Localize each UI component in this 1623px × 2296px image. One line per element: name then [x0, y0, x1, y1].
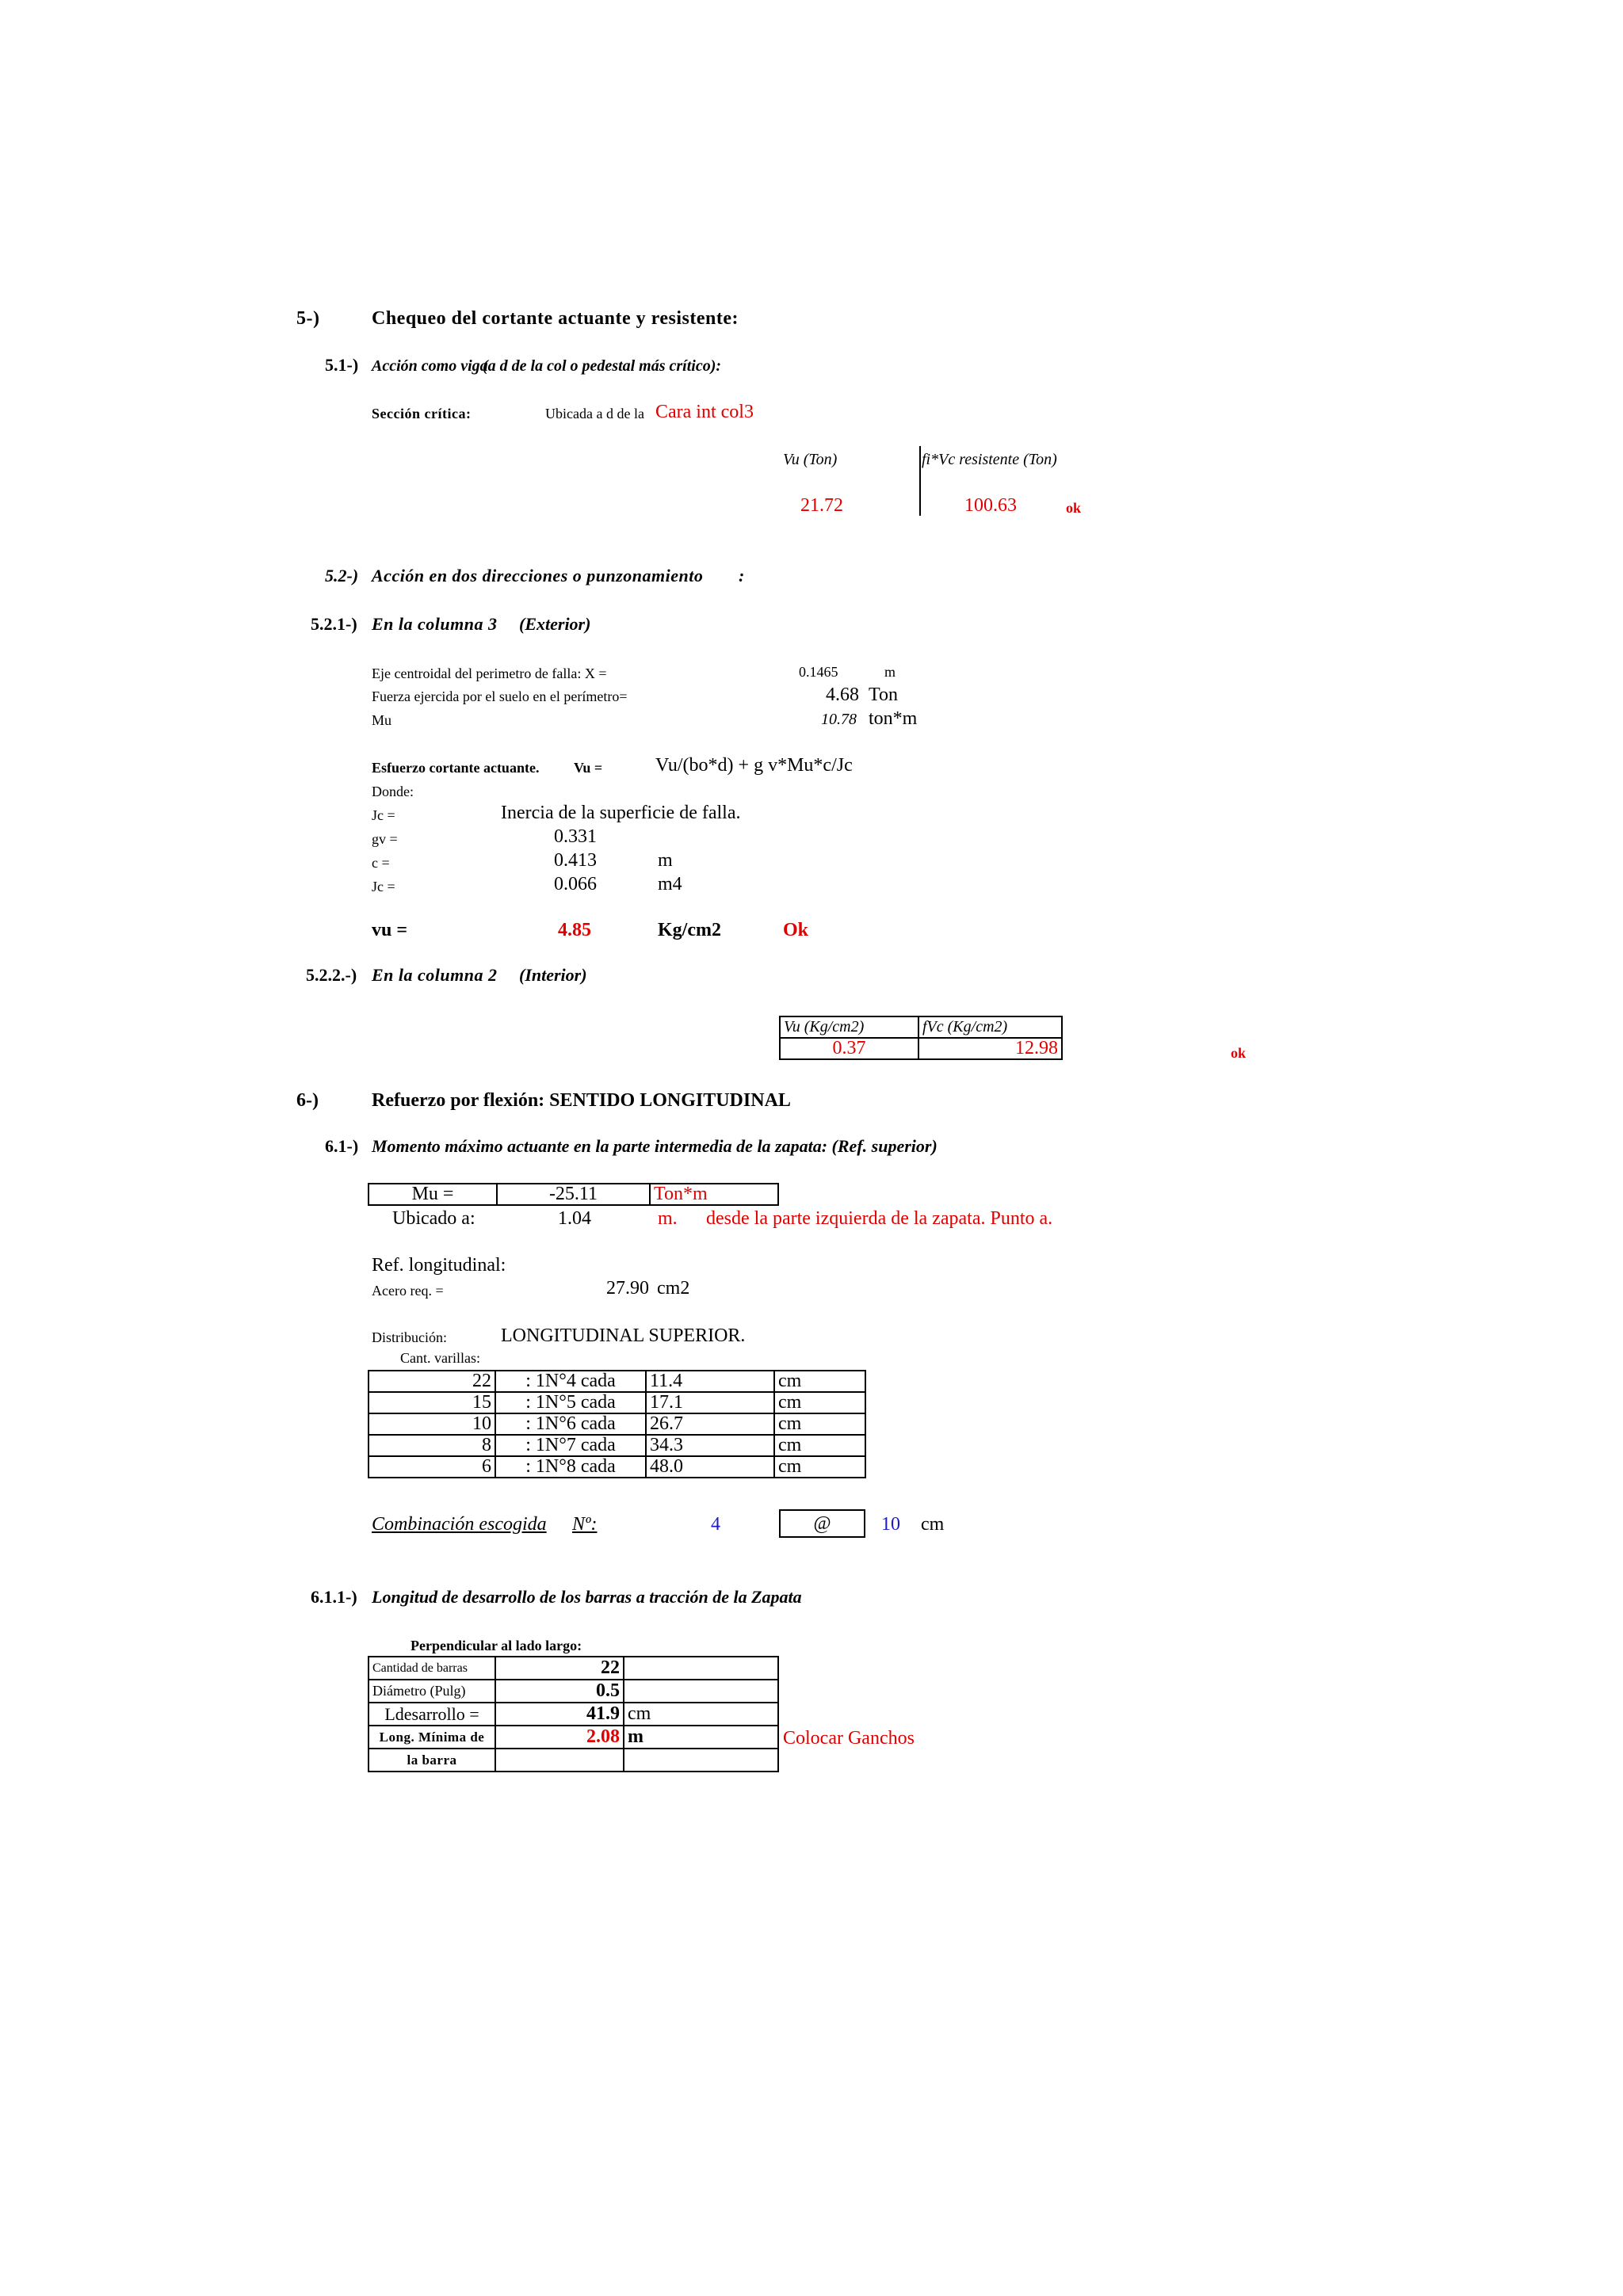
combination-number: 4 — [711, 1514, 720, 1535]
stress-formula: Vu/(bo*d) + g v*Mu*c/Jc — [655, 755, 853, 776]
dev-row-value: 41.9 — [495, 1703, 624, 1726]
bar-unit: cm — [774, 1413, 865, 1435]
combination-spacing: 10 — [881, 1514, 900, 1535]
bar-spacing: 17.1 — [646, 1392, 774, 1413]
mu-value: 10.78 — [821, 711, 857, 728]
section-5-title: Chequeo del cortante actuante y resistente: — [372, 308, 739, 329]
section-6-1-title: Momento máximo actuante en la parte intermedia de la zapata: (Ref. superior) — [372, 1136, 938, 1156]
dev-row-unit: m — [624, 1726, 778, 1749]
dev-table-title: Perpendicular al lado largo: — [411, 1638, 582, 1653]
bar-qty: 8 — [369, 1435, 495, 1456]
jc-label: Jc = — [372, 807, 395, 823]
section-5-2-1-tag: (Exterior) — [519, 614, 591, 634]
vu-result-label: vu = — [372, 920, 408, 940]
beam-fivc-value: 100.63 — [964, 495, 1017, 516]
critical-section-label: Sección crítica: — [372, 406, 472, 421]
mu-unit: ton*m — [869, 708, 918, 729]
gv-value: 0.331 — [554, 826, 597, 847]
bar-unit: cm — [774, 1435, 865, 1456]
bar-size: : 1N°4 cada — [495, 1371, 646, 1392]
vu-result-unit: Kg/cm2 — [658, 920, 721, 940]
beam-vu-value: 21.72 — [800, 495, 843, 516]
table-row — [369, 1413, 865, 1435]
steel-unit: cm2 — [657, 1278, 690, 1299]
punching-status-badge: ok — [1231, 1045, 1247, 1061]
bar-spacing: 48.0 — [646, 1456, 774, 1478]
table-row — [369, 1657, 778, 1680]
jc2-value: 0.066 — [554, 874, 597, 894]
table-row — [369, 1392, 865, 1413]
moment-label: Mu = — [369, 1184, 497, 1205]
bar-distribution-table — [368, 1370, 866, 1478]
bar-size: : 1N°6 cada — [495, 1413, 646, 1435]
beam-status-badge: ok — [1066, 500, 1082, 516]
section-5-1-subtitle: (a d de la col o pedestal más crítico): — [483, 357, 722, 375]
bar-size: : 1N°5 cada — [495, 1392, 646, 1413]
punching-interior-table — [779, 1016, 1063, 1060]
where-label: Donde: — [372, 784, 414, 799]
table-row — [369, 1371, 865, 1392]
section-5-number: 5-) — [296, 308, 320, 329]
table-row — [369, 1749, 778, 1772]
dev-row-label: Diámetro (Pulg) — [369, 1680, 495, 1703]
dev-row-label: Cantidad de barras — [369, 1657, 495, 1680]
location-description: desde la parte izquierda de la zapata. Punto a. — [706, 1208, 1053, 1229]
combination-at-cell[interactable]: @ — [779, 1509, 865, 1538]
moment-unit: Ton*m — [650, 1184, 778, 1205]
bar-qty: 22 — [369, 1371, 495, 1392]
section-6-1-1-number: 6.1.1-) — [311, 1587, 357, 1607]
bar-unit: cm — [774, 1371, 865, 1392]
location-value: 1.04 — [558, 1208, 591, 1229]
section-6-number: 6-) — [296, 1090, 319, 1111]
punching-vu-header: Vu (Kg/cm2) — [780, 1016, 918, 1038]
table-row — [369, 1703, 778, 1726]
c-label: c = — [372, 855, 390, 871]
soil-force-value: 4.68 — [826, 685, 859, 705]
dev-row-unit — [624, 1657, 778, 1680]
dev-row-value: 2.08 — [495, 1726, 624, 1749]
dev-row-unit: cm — [624, 1703, 778, 1726]
hooks-note: Colocar Ganchos — [783, 1728, 915, 1749]
section-6-title: Refuerzo por flexión: SENTIDO LONGITUDINAL — [372, 1090, 791, 1111]
moment-value: -25.11 — [497, 1184, 650, 1205]
soil-force-unit: Ton — [869, 685, 898, 705]
ref-label: Ref. longitudinal: — [372, 1255, 506, 1276]
stress-label: Esfuerzo cortante actuante. — [372, 760, 540, 776]
bar-size: : 1N°7 cada — [495, 1435, 646, 1456]
dev-row-unit — [624, 1749, 778, 1772]
dev-row-label: Ldesarrollo = — [369, 1703, 495, 1726]
section-5-2-2-tag: (Interior) — [519, 965, 587, 985]
combination-label: Combinación escogida — [372, 1514, 547, 1535]
stress-var: Vu = — [574, 760, 603, 776]
location-unit: m. — [658, 1208, 678, 1229]
section-5-1-number: 5.1-) — [325, 355, 359, 375]
section-5-2-title: Acción en dos direcciones o punzonamiento — [372, 566, 704, 585]
soil-force-label: Fuerza ejercida por el suelo en el perímetro= — [372, 688, 628, 704]
distribution-label: Distribución: — [372, 1329, 447, 1345]
centroid-unit: m — [884, 664, 896, 680]
mu-label: Mu — [372, 712, 392, 728]
beam-fivc-header: fi*Vc resistente (Ton) — [922, 451, 1057, 468]
centroid-value: 0.1465 — [799, 664, 838, 680]
column-divider — [919, 446, 921, 516]
steel-value: 27.90 — [606, 1278, 649, 1299]
combination-number-label: Nº: — [572, 1514, 598, 1535]
c-value: 0.413 — [554, 850, 597, 871]
located-label: Ubicada a d de la — [545, 406, 644, 421]
gv-label: gv = — [372, 831, 398, 847]
vu-result-value: 4.85 — [558, 920, 591, 940]
located-value: Cara int col3 — [655, 402, 754, 422]
bar-count-label: Cant. varillas: — [400, 1350, 480, 1366]
jc-description: Inercia de la superficie de falla. — [501, 803, 741, 823]
punching-vu-value: 0.37 — [780, 1038, 918, 1059]
dev-row-unit — [624, 1680, 778, 1703]
combination-unit: cm — [921, 1514, 945, 1535]
steel-label: Acero req. = — [372, 1283, 444, 1299]
moment-table — [368, 1183, 779, 1206]
section-5-2-1-title: En la columna 3 — [372, 614, 498, 634]
section-6-1-number: 6.1-) — [325, 1136, 359, 1156]
dev-row-value: 0.5 — [495, 1680, 624, 1703]
dev-row-label: Long. Mínima de — [369, 1726, 495, 1749]
punching-fvc-header: fVc (Kg/cm2) — [918, 1016, 1062, 1038]
bar-size: : 1N°8 cada — [495, 1456, 646, 1478]
location-label: Ubicado a: — [392, 1208, 475, 1229]
jc2-label: Jc = — [372, 879, 395, 894]
dev-row-value — [495, 1749, 624, 1772]
bar-qty: 15 — [369, 1392, 495, 1413]
section-6-1-1-title: Longitud de desarrollo de los barras a tracción de la Zapata — [372, 1587, 802, 1607]
section-5-2-2-number: 5.2.2.-) — [306, 965, 357, 985]
bar-unit: cm — [774, 1456, 865, 1478]
table-row — [369, 1726, 778, 1749]
bar-qty: 10 — [369, 1413, 495, 1435]
table-row — [369, 1680, 778, 1703]
dev-row-value: 22 — [495, 1657, 624, 1680]
development-length-table — [368, 1656, 779, 1772]
section-5-2-1-number: 5.2.1-) — [311, 614, 357, 634]
bar-unit: cm — [774, 1392, 865, 1413]
table-row — [369, 1456, 865, 1478]
bar-spacing: 11.4 — [646, 1371, 774, 1392]
c-unit: m — [658, 850, 673, 871]
vu-result-status: Ok — [783, 920, 809, 940]
punching-fvc-value: 12.98 — [918, 1038, 1062, 1059]
bar-spacing: 26.7 — [646, 1413, 774, 1435]
section-5-1-title: Acción como viga — [372, 357, 488, 375]
section-5-2-2-title: En la columna 2 — [372, 965, 498, 985]
bar-qty: 6 — [369, 1456, 495, 1478]
jc2-unit: m4 — [658, 874, 682, 894]
dev-row-label: la barra — [369, 1749, 495, 1772]
section-5-2-number: 5.2-) — [325, 566, 359, 585]
table-row — [369, 1435, 865, 1456]
beam-vu-header: Vu (Ton) — [783, 451, 838, 468]
centroid-label: Eje centroidal del perimetro de falla: X = — [372, 666, 607, 681]
bar-spacing: 34.3 — [646, 1435, 774, 1456]
distribution-value: LONGITUDINAL SUPERIOR. — [501, 1325, 746, 1346]
section-5-2-colon: : — [739, 566, 745, 585]
